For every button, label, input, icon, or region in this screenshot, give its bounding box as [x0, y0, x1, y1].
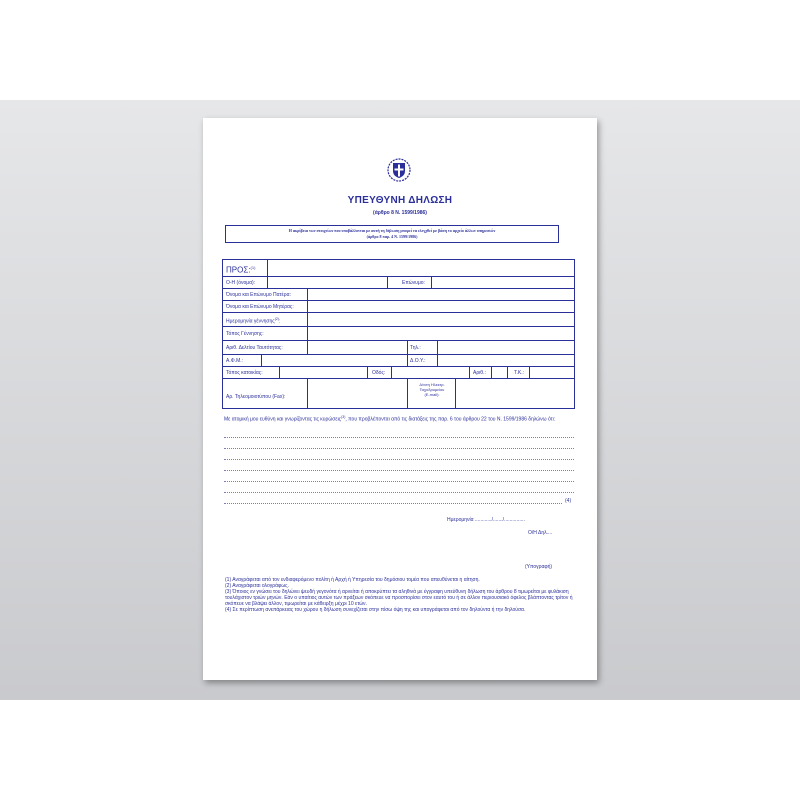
- declaration-line-5[interactable]: [224, 481, 574, 482]
- doy-field[interactable]: [437, 354, 575, 366]
- declaration-line-7[interactable]: [224, 503, 562, 504]
- name-field[interactable]: [267, 276, 388, 288]
- phone-label: Τηλ.:: [410, 345, 421, 351]
- id-number-field[interactable]: [307, 340, 408, 354]
- phone-label-cell: [407, 340, 438, 354]
- id-number-label: Αριθ. Δελτίου Ταυτότητας:: [226, 345, 283, 351]
- number-label: Αριθ.:: [473, 370, 486, 376]
- postcode-label-cell: [507, 366, 530, 378]
- accuracy-notice-box: [225, 225, 559, 243]
- declaration-line-6[interactable]: [224, 492, 574, 493]
- continuation-note: (4): [565, 498, 572, 504]
- street-label: Οδός:: [372, 370, 386, 376]
- notice-line-1: Η ακρίβεια των στοιχείων που υποβάλλονται με αυτή τη δήλωση μπορεί να ελεγχθεί με βάση το αρχείο άλλων υπηρεσιών: [288, 228, 496, 233]
- father-label: Όνομα και Επώνυμο Πατέρα:: [226, 292, 291, 298]
- residence-label: Τόπος κατοικίας:: [226, 370, 263, 376]
- birthdate-field[interactable]: [307, 312, 575, 326]
- street-field[interactable]: [391, 366, 470, 378]
- afm-label: Α.Φ.Μ.:: [226, 358, 244, 364]
- email-field[interactable]: [455, 378, 575, 408]
- footnote-3: (3) Όποιος εν γνώσει του δηλώνει ψευδή γεγονότα ή αρνείται ή αποκρύπτει τα αληθινά με έγγραφη υπεύθυνη δήλωση του άρθρου 8 τιμωρείται με φυλάκιση τουλάχιστον τριών μηνών. Εάν ο υπαίτιος αυτών των πράξεων σκόπευε να προσπορίσει στον εαυτό του ή σε άλλον περιουσιακό όφελος βλάπτοντας τρίτον ή σκόπευε να βλάψει άλλον, τιμωρείται με κάθειρξη μέχρι 10 ετών.: [225, 589, 573, 607]
- row-birthplace: [223, 326, 574, 341]
- notice-line-2: (άρθρο 8 παρ. 4 Ν. 1599/1986): [366, 234, 418, 239]
- personal-details-table: [222, 259, 575, 409]
- postcode-field[interactable]: [529, 366, 575, 378]
- footnote-1: (1) Αναγράφεται από τον ενδιαφερόμενο πολίτη ή Αρχή ή Υπηρεσία του δημόσιου τομέα που απευθύνεται η αίτηση.: [225, 577, 480, 583]
- row-fax-email: [223, 378, 574, 408]
- birthplace-label: Τόπος Γέννησης:: [226, 331, 264, 337]
- surname-label-cell: [387, 276, 432, 288]
- afm-field[interactable]: [261, 354, 408, 366]
- fax-field[interactable]: [307, 378, 408, 408]
- signature-label: (Υπογραφή): [525, 564, 553, 570]
- fax-label: Αρ. Τηλεομοιοτύπου (Fax):: [226, 394, 286, 400]
- declaration-line-4[interactable]: [224, 470, 574, 471]
- document-title: ΥΠΕΥΘΥΝΗ ΔΗΛΩΣΗ: [347, 195, 453, 206]
- mother-label: Όνομα και Επώνυμο Μητέρας:: [226, 304, 294, 310]
- surname-label: Επώνυμο:: [402, 280, 425, 286]
- row-birthdate: [223, 312, 574, 327]
- footnote-4: (4) Σε περίπτωση ανεπάρκειας του χώρου η δήλωση συνεχίζεται στην πίσω όψη της και υπογράφεται από τον δηλούντα ή την δηλούσα.: [225, 607, 526, 613]
- doy-label-cell: [407, 354, 438, 366]
- residence-field[interactable]: [279, 366, 368, 378]
- number-label-cell: [469, 366, 492, 378]
- declaration-line-1[interactable]: [224, 437, 574, 438]
- email-label-cell: [407, 378, 456, 408]
- date-line[interactable]: Ημερομηνία ............/......./...............: [447, 517, 525, 523]
- number-field[interactable]: [491, 366, 508, 378]
- surname-field[interactable]: [431, 276, 575, 288]
- footnote-2: (2) Αναγράφεται ολογράφως.: [225, 583, 289, 589]
- phone-field[interactable]: [437, 340, 575, 354]
- row-recipient: [223, 260, 574, 277]
- declaration-text: Με ατομική μου ευθύνη και γνωρίζοντας τις κυρώσεις$^{(3)}$, που προβλέπονται από τις διατάξεις της παρ. 6 του άρθρου 22 του Ν. 1599/1986 δηλώνω ότι:: [224, 415, 556, 423]
- father-field[interactable]: [307, 288, 575, 300]
- document-subtitle: (άρθρο 8 Ν. 1599/1986): [373, 210, 427, 216]
- recipient-field[interactable]: [267, 260, 575, 276]
- street-label-cell: [367, 366, 392, 378]
- recipient-label: ΠΡΟΣ:$^{(1)}$: [226, 265, 256, 275]
- doy-label: Δ.Ο.Υ.:: [410, 358, 426, 364]
- declarant-label: Ο/Η Δηλ....: [528, 530, 553, 536]
- footnotes: [225, 577, 573, 613]
- mother-field[interactable]: [307, 300, 575, 312]
- declaration-line-2[interactable]: [224, 448, 574, 449]
- birthplace-field[interactable]: [307, 326, 575, 340]
- postcode-label: Τ.Κ.:: [514, 370, 525, 376]
- birthdate-label: Ημερομηνία γέννησης$^{(2)}$:: [226, 317, 281, 325]
- greek-coat-of-arms-icon: [387, 158, 411, 182]
- name-label: Ο-Η (όνομα):: [226, 280, 256, 286]
- email-label: Δ/νση Ηλεκτρ. Ταχυδρομείου (E-mail):: [419, 382, 445, 397]
- declaration-form-page: [203, 118, 597, 680]
- declaration-line-3[interactable]: [224, 459, 574, 460]
- row-id-phone: [223, 340, 574, 355]
